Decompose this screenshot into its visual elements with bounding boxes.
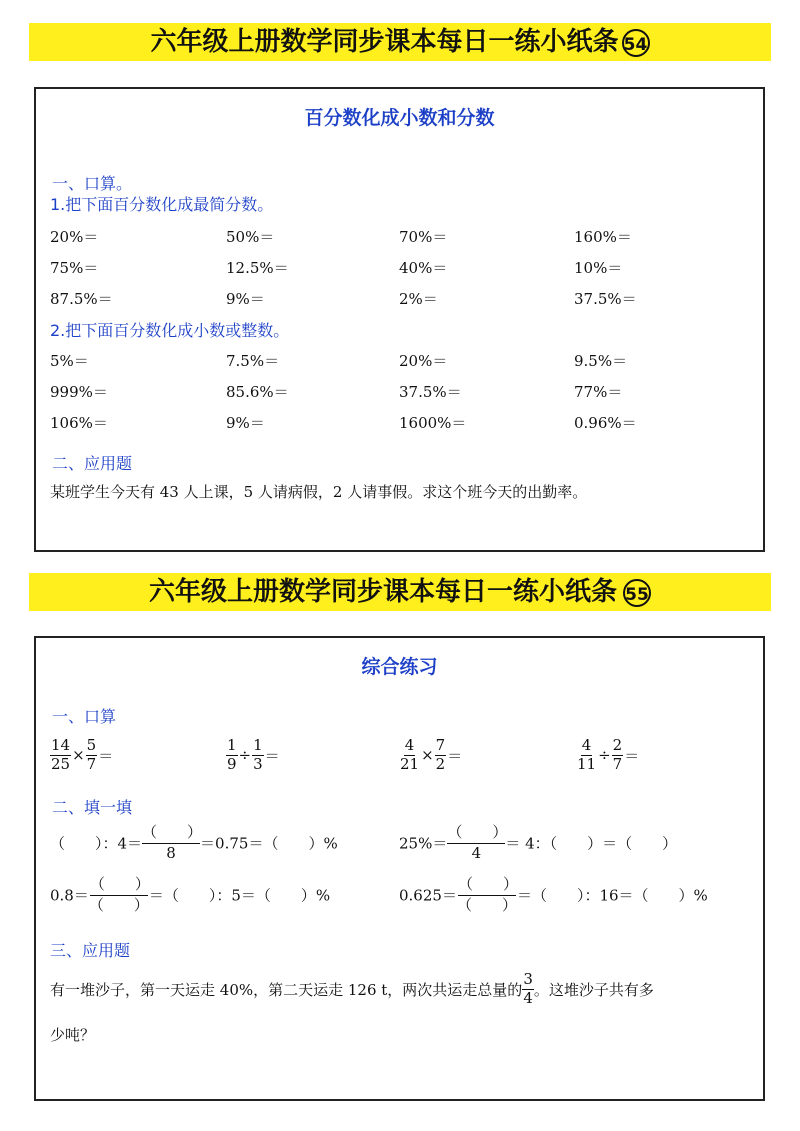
denominator: 9 <box>227 754 237 773</box>
fraction <box>457 875 517 915</box>
numerator: （ ） <box>447 823 505 844</box>
s55-calc-expr <box>399 738 463 773</box>
fill-text: ＝（ ）：5＝（ ）% <box>148 886 331 905</box>
s55-fill-expr <box>399 875 708 915</box>
denominator: 4 <box>471 843 482 862</box>
equals-sign: ＝ <box>624 746 640 765</box>
numerator: 5 <box>86 736 97 754</box>
equals-sign: ＝ <box>264 746 280 765</box>
numerator: 4 <box>581 736 592 754</box>
fraction <box>447 823 508 863</box>
fill-text: ＝（ ）：16＝（ ）% <box>516 886 708 905</box>
equals-sign: ＝ <box>98 746 114 765</box>
s54-q2-item: 1600%＝ <box>399 414 467 432</box>
sheet54-problem-text: 某班学生今天有 43 人上课，5 人请病假，2 人请事假。求这个班今天的出勤率。 <box>50 483 588 501</box>
s55-calc-expr <box>50 738 114 773</box>
numerator: 1 <box>253 736 263 754</box>
denominator: 2 <box>435 754 446 773</box>
s54-q1-item: 9%＝ <box>226 290 265 308</box>
denominator: 11 <box>577 754 597 773</box>
numerator: 7 <box>435 736 446 754</box>
s54-q2-item: 7.5%＝ <box>226 352 280 370</box>
fraction <box>435 738 447 773</box>
denominator: 8 <box>166 843 176 862</box>
sheet54-banner-number: 54 <box>622 29 650 57</box>
sheet54-section-word-problem: 二、应用题 <box>52 454 133 473</box>
problem-text-b: 。这堆沙子共有多 <box>533 980 654 999</box>
sheet55-banner-number: 55 <box>623 579 651 607</box>
s54-q2-item: 9.5%＝ <box>574 352 628 370</box>
s55-calc-expr <box>226 738 281 773</box>
fill-text: 25%＝ <box>399 834 448 853</box>
s54-q2-item: 85.6%＝ <box>226 383 289 401</box>
fraction <box>50 738 71 773</box>
numerator: 3 <box>523 970 533 988</box>
sheet55-section-word-problem: 三、应用题 <box>50 941 131 960</box>
s55-fill-expr <box>50 823 338 863</box>
denominator: 3 <box>253 754 263 773</box>
sheet55-card <box>34 636 765 1101</box>
s54-q1-item: 160%＝ <box>574 228 632 246</box>
fraction <box>576 738 597 773</box>
s54-q2-item: 9%＝ <box>226 414 265 432</box>
s54-q2-item: 0.96%＝ <box>574 414 637 432</box>
s54-q1-item: 50%＝ <box>226 228 275 246</box>
sheet54-sub2: 2.把下面百分数化成小数或整数。 <box>50 321 290 340</box>
sheet55-title: 综合练习 <box>361 656 438 678</box>
numerator: 1 <box>227 736 237 754</box>
sheet54-banner-text: 六年级上册数学同步课本每日一练小纸条 <box>150 27 619 57</box>
s54-q2-item: 20%＝ <box>399 352 448 370</box>
sheet55-problem-line2: 少吨？ <box>50 1026 96 1044</box>
s54-q1-item: 75%＝ <box>50 259 99 277</box>
sheet55-section-fill: 二、填一填 <box>52 798 133 817</box>
numerator: （ ） <box>142 823 200 844</box>
s55-calc-expr <box>576 738 640 773</box>
sheet54-card <box>34 87 765 552</box>
fraction <box>612 738 624 773</box>
s54-q1-item: 40%＝ <box>399 259 448 277</box>
s54-q1-item: 70%＝ <box>399 228 448 246</box>
fraction <box>522 972 534 1007</box>
operator: ÷ <box>598 746 611 765</box>
fill-text: ＝0.75＝（ ）% <box>200 834 338 853</box>
s54-q2-item: 5%＝ <box>50 352 89 370</box>
s54-q2-item: 37.5%＝ <box>399 383 462 401</box>
denominator: 21 <box>400 754 420 773</box>
sheet54-section-oral: 一、口算。 <box>52 174 133 193</box>
numerator: （ ） <box>458 875 516 896</box>
s54-q1-item: 37.5%＝ <box>574 290 637 308</box>
operator: ÷ <box>238 746 252 765</box>
numerator: 14 <box>51 736 71 754</box>
equals-sign: ＝ <box>447 746 463 765</box>
numerator: 2 <box>612 736 623 754</box>
s54-q1-item: 2%＝ <box>399 290 438 308</box>
fill-text: 0.625＝ <box>399 886 457 905</box>
denominator: （ ） <box>456 895 517 914</box>
s54-q1-item: 10%＝ <box>574 259 623 277</box>
s54-q1-item: 12.5%＝ <box>226 259 289 277</box>
s54-q2-item: 77%＝ <box>574 383 623 401</box>
operator: × <box>72 746 85 765</box>
s54-q2-item: 106%＝ <box>50 414 108 432</box>
sheet55-banner-text: 六年级上册数学同步课本每日一练小纸条 <box>148 577 617 607</box>
sheet54-banner <box>29 23 771 61</box>
s55-fill-expr <box>50 875 330 915</box>
denominator: 7 <box>86 754 97 773</box>
s54-q2-item: 999%＝ <box>50 383 108 401</box>
fraction <box>86 738 98 773</box>
denominator: （ ） <box>88 895 149 914</box>
sheet54-sub1: 1.把下面百分数化成最简分数。 <box>50 195 274 214</box>
fraction <box>399 738 420 773</box>
denominator: 4 <box>523 988 533 1007</box>
fill-text: ＝ 4：（ ）＝（ ） <box>505 834 678 853</box>
operator: × <box>421 746 434 765</box>
sheet55-problem-line1 <box>50 972 654 1007</box>
fill-text: 0.8＝ <box>50 886 89 905</box>
fraction <box>142 823 203 863</box>
sheet54-title: 百分数化成小数和分数 <box>304 107 495 129</box>
denominator: 7 <box>612 754 623 773</box>
s54-q1-item: 20%＝ <box>50 228 99 246</box>
fraction <box>252 738 264 773</box>
numerator: （ ） <box>90 875 148 896</box>
fraction <box>226 738 238 773</box>
denominator: 25 <box>51 754 71 773</box>
s55-fill-expr <box>399 823 677 863</box>
fraction <box>89 875 149 915</box>
sheet55-section-oral: 一、口算 <box>52 707 117 726</box>
s54-q1-item: 87.5%＝ <box>50 290 113 308</box>
numerator: 4 <box>404 736 415 754</box>
fill-text: （ ）：4＝ <box>50 834 143 853</box>
problem-text-a: 有一堆沙子，第一天运走 40%，第二天运走 126 t，两次共运走总量的 <box>50 980 523 999</box>
sheet55-banner <box>29 573 771 611</box>
